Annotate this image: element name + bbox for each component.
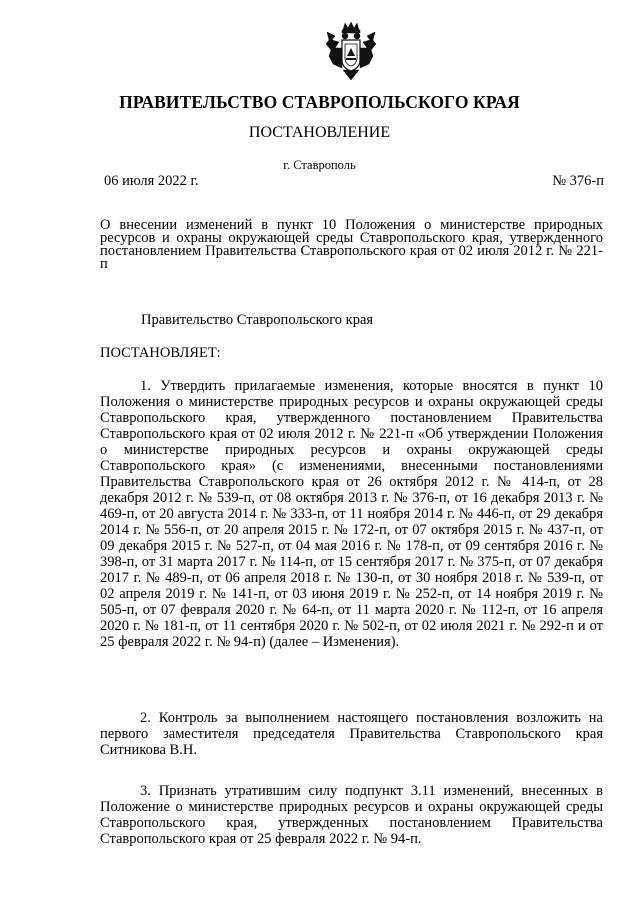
government-title: ПРАВИТЕЛЬСТВО СТАВРОПОЛЬСКОГО КРАЯ — [119, 92, 520, 112]
paragraph-3: 3. Признать утратившим силу подпункт 3.11 изменений, внесенных в Положение о министерстве природных ресурсов и охраны окружающей среды Ставропольского края, утвержденных постановлением Правительства Ставропольского края от 25 февраля 2022 г. № 94-п. — [100, 783, 603, 847]
stavropol-coat-of-arms-icon — [323, 20, 379, 84]
paragraph-2: 2. Контроль за выполнением настоящего постановления возложить на первого заместителя председателя Правительства Ставропольского края Ситникова В.Н. — [100, 710, 603, 758]
document-date: 06 июля 2022 г. — [104, 173, 199, 189]
document-type: ПОСТАНОВЛЕНИЕ — [248, 124, 391, 141]
document-subject: О внесении изменений в пункт 10 Положения о министерстве природных ресурсов и охраны окружающей среды Ставропольского края, утвержденного постановлением Правительства Ставропольского края от 02 июля 2012 г. № 221-п — [100, 217, 603, 272]
decree-word: ПОСТАНОВЛЯЕТ: — [100, 345, 221, 361]
city: г. Ставрополь — [283, 158, 356, 172]
paragraph-1: 1. Утвердить прилагаемые изменения, которые вносятся в пункт 10 Положения о министерстве природных ресурсов и охраны окружающей среды Ставропольского края, утвержденного постановлением Правительства Ставропольского края от 02 июля 2012 г. № 221-п «Об утверждении Положения о министерстве природных ресурсов и охраны окружающей среды Ставропольского края» (с изменениями, внесенными постановлениями Правительства Ставропольского края от 26 октября 2012 г. № 414-п, от 28 декабря 2012 г. № 539-п, от 08 октября 2013 г. № 376-п, от 16 декабря 2013 г. № 469-п, от 20 августа 2014 г. № 333-п, от 11 ноября 2014 г. № 446-п, от 29 декабря 2014 г. № 556-п, от 20 апреля 2015 г. № 172-п, от 07 октября 2015 г. № 437-п, от 09 декабря 2015 г. № 527-п, от 04 мая 2016 г. № 178-п, от 09 сентября 2016 г. № 398-п, от 31 марта 2017 г. № 114-п, от 15 сентября 2017 г. № 375-п, от 07 декабря 2017 г. № 489-п, от 06 апреля 2018 г. № 130-п, от 30 ноября 2018 г. № 539-п, от 02 апреля 2019 г. № 141-п, от 03 июня 2019 г. № 252-п, от 14 ноября 2019 г. № 505-п, от 07 февраля 2020 г. № 64-п, от 11 марта 2020 г. № 112-п, от 16 апреля 2020 г. № 181-п, от 11 сентября 2020 г. № 502-п, от 02 июля 2021 г. № 292-п и от 25 февраля 2022 г. № 94-п) (далее – Изменения). — [100, 378, 603, 650]
issuing-body: Правительство Ставропольского края — [141, 312, 374, 328]
document-number: № 376-п — [552, 173, 604, 189]
